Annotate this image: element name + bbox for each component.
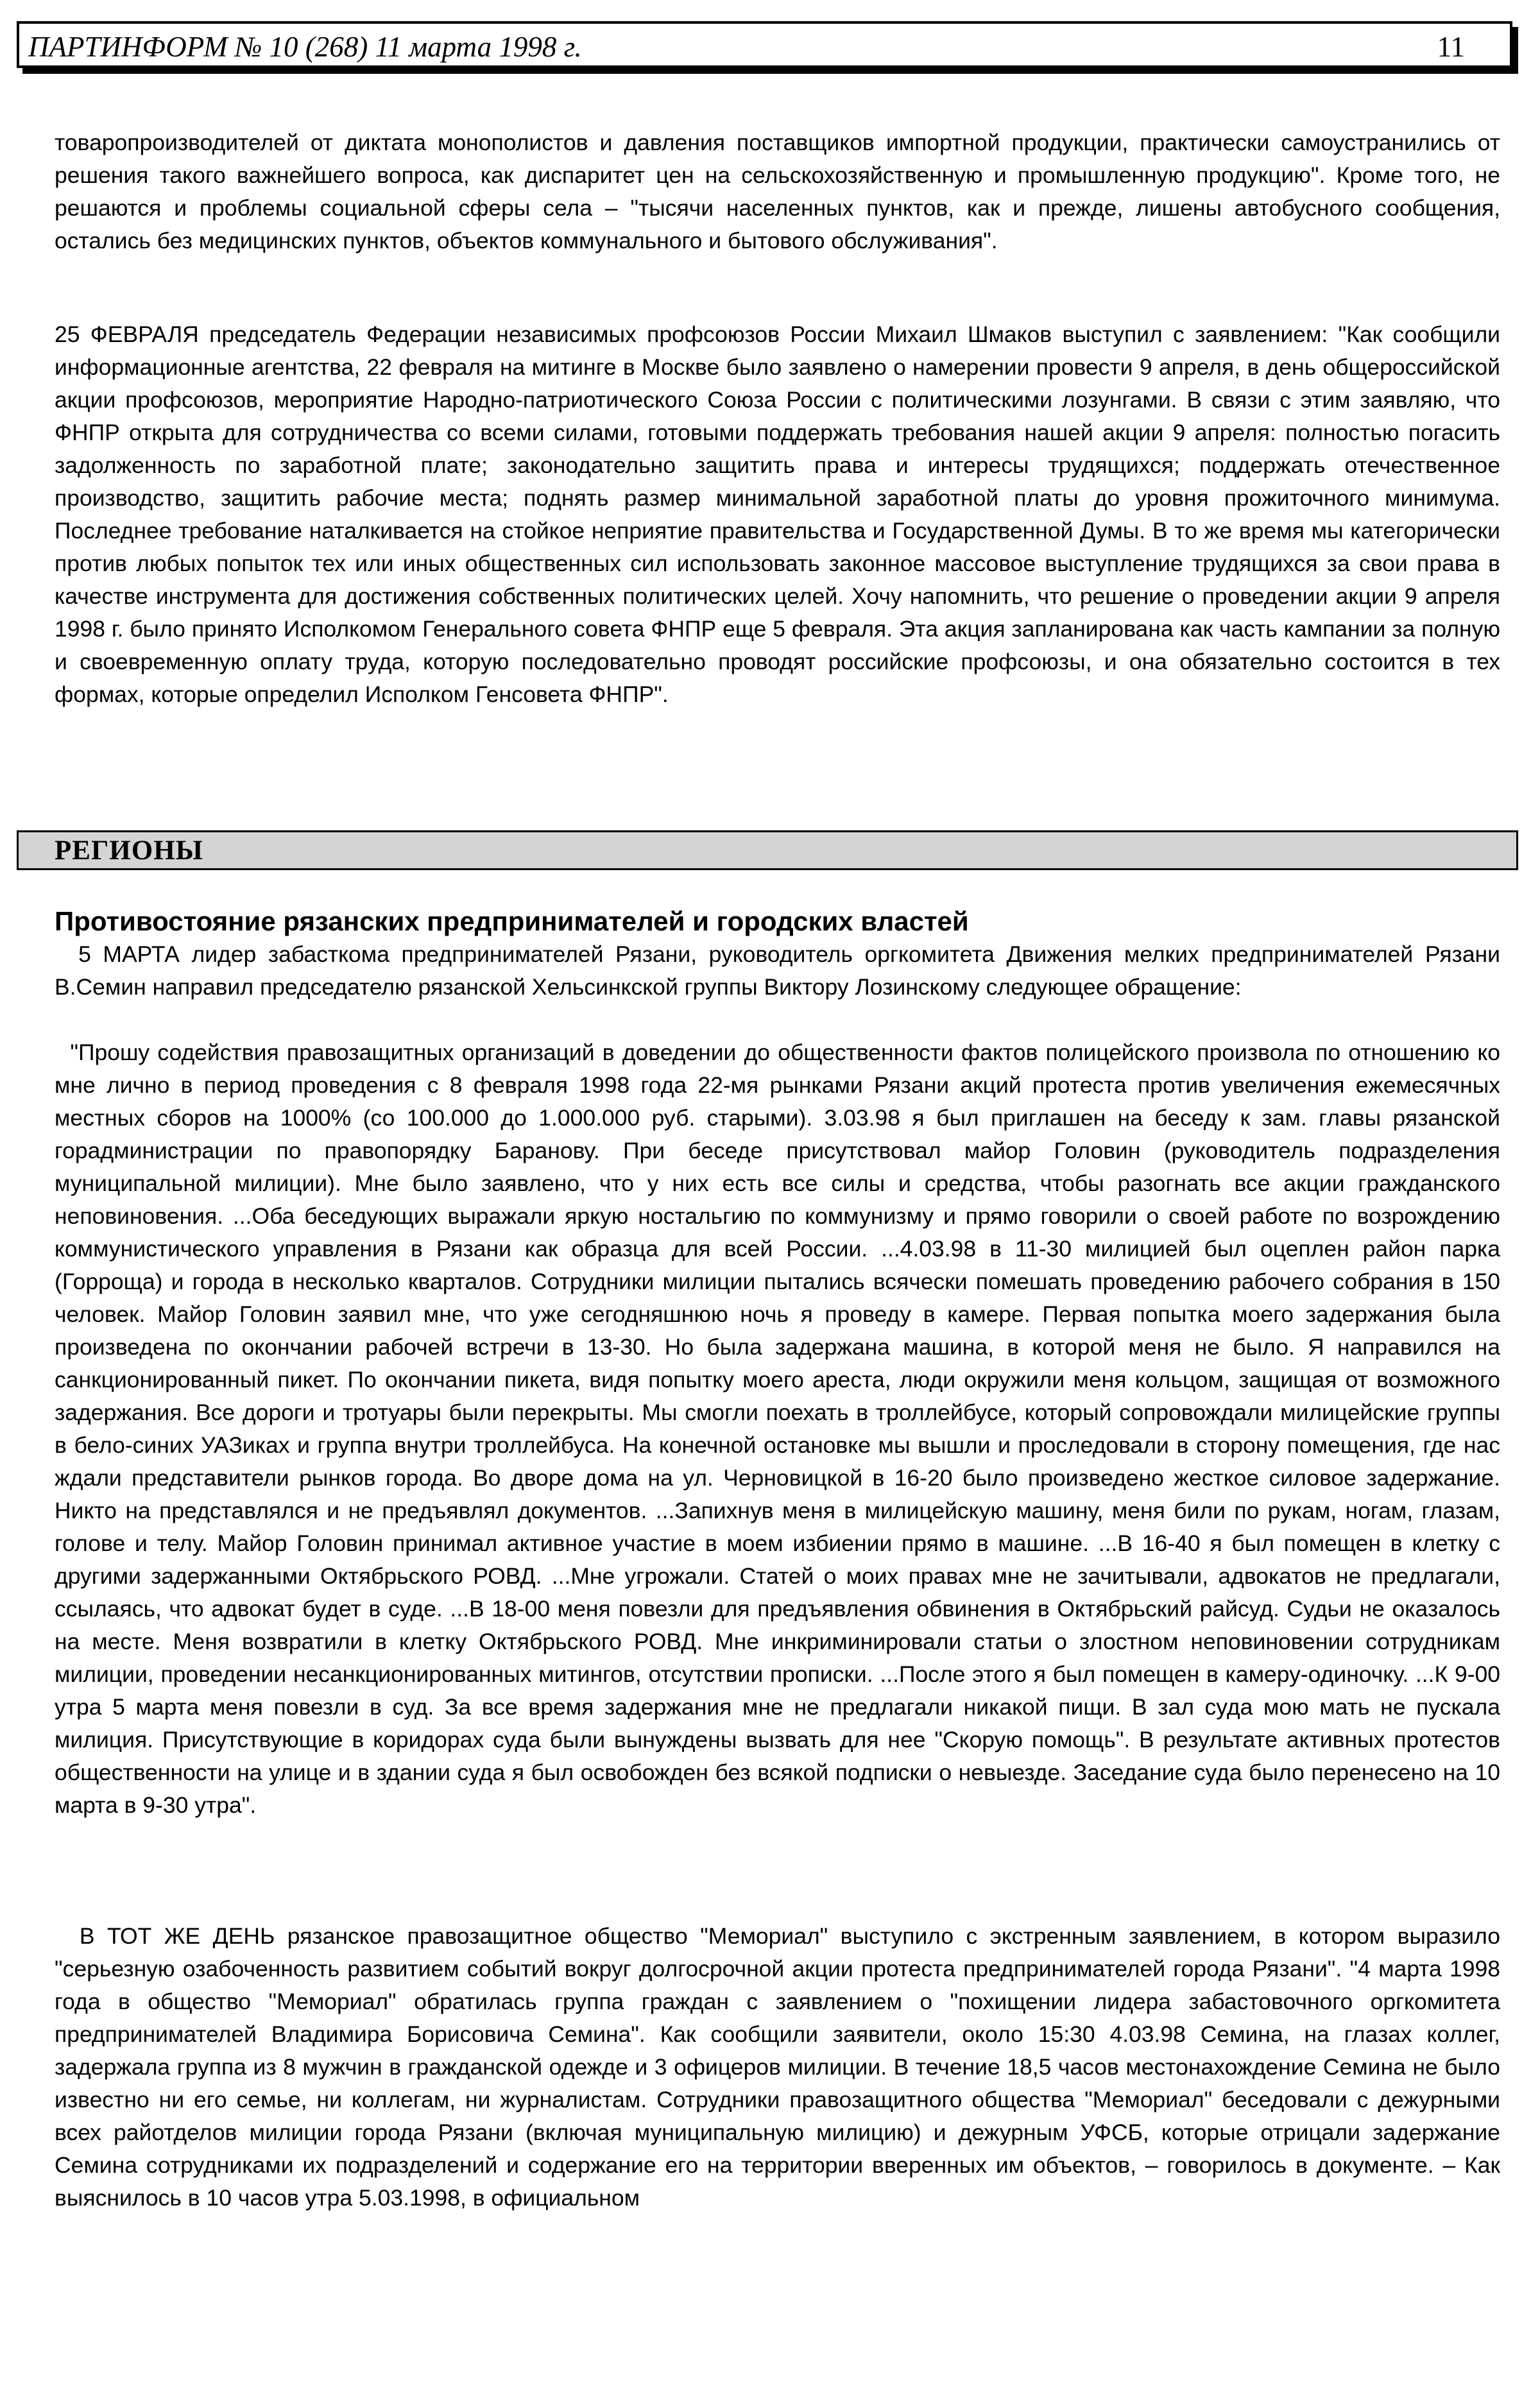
article-title: Противостояние рязанских предпринимателей и городских властей	[55, 906, 969, 936]
article-paragraph-appeal: "Прошу содействия правозащитных организаций в доведении до общественности фактов полицейского произвола по отношению ко мне лично в период проведения с 8 февраля 1998 года 22-мя рынками Рязани акций протеста против увеличения ежемесячных местных сборов на 1000% (со 100.000 до 1.000.000 руб. старыми). 3.03.98 я был приглашен на беседу к зам. главы рязанской горадминистрации по правопорядку Баранову. При беседе присутствовал майор Головин (руководитель подразделения муниципальной милиции). Мне было заявлено, что у них есть все силы и средства, чтобы разогнать все акции гражданского неповиновения. ...Оба беседующих выражали яркую ностальгию по коммунизму и прямо говорили о своей работе по возрождению коммунистического управления в Рязани как образца для всей России. ...4.03.98 в 11-30 милицией был оцеплен район парка (Горроща) и города в несколько кварталов. Сотрудники милиции пытались всячески помешать проведению рабочего собрания в 150 человек. Майор Головин заявил мне, что уже сегодняшнюю ночь я проведу в камере. Первая попытка моего задержания была произведена по окончании рабочей встречи в 13-30. Но была задержана машина, в которой меня не было. Я направился на санкционированный пикет. По окончании пикета, видя попытку моего ареста, люди окружили меня кольцом, защищая от возможного задержания. Все дороги и тротуары были перекрыты. Мы смогли поехать в троллейбусе, который сопровождали милицейские группы в бело-синих УАЗиках и группа внутри троллейбуса. На конечной остановке мы вышли и проследовали в сторону помещения, где нас ждали представители рынков города. Во дворе дома на ул. Черновицкой в 16-20 было произведено жесткое силовое задержание. Никто на представлялся и не предъявлял документов. ...Запихнув меня в милицейскую машину, меня били по рукам, ногам, глазам, голове и телу. Майор Головин принимал активное участие в моем избиении прямо в машине. ...В 16-40 я был помещен в клетку с другими задержанными Октябрьского РОВД. ...Мне угрожали. Статей о моих правах мне не зачитывали, адвокатов не предлагали, ссылаясь, что адвокат будет в суде. ...В 18-00 меня повезли для предъявления обвинения в Октябрьский райсуд. Судьи не оказалось на месте. Меня возвратили в клетку Октябрьского РОВД. Мне инкриминировали статьи о злостном неповиновении сотрудникам милиции, проведении несанкционированных митингов, отсутствии прописки. ...После этого я был помещен в камеру-одиночку. ...К 9-00 утра 5 марта меня повезли в суд. За все время задержания мне не предлагали никакой пищи. В зал суда мою мать не пускала милиция. Присутствующие в коридорах суда были вынуждены вызвать для нее "Скорую помощь". В результате активных протестов общественности на улице и в здании суда я был освобожден без всякой подписки о невыезде. Заседание суда было перенесено на 10 марта в 9-30 утра".	[55, 1040, 1500, 1818]
section-header-bar	[17, 830, 1518, 870]
article-paragraph-memorial: В ТОТ ЖЕ ДЕНЬ рязанское правозащитное общество "Мемориал" выступило с экстренным заявлением, в котором выразило "серьезную озабоченность развитием событий вокруг долгосрочной акции протеста предпринимателей города Рязани". "4 марта 1998 года в общество "Мемориал" обратилась группа граждан с заявлением о "похищении лидера забастовочного оргкомитета предпринимателей Владимира Борисовича Семина". Как сообщили заявители, около 15:30 4.03.98 Семина, на глазах коллег, задержала группа из 8 мужчин в гражданской одежде и 3 офицеров милиции. В течение 18,5 часов местонахождение Семина не было известно ни его семье, ни коллегам, ни журналистам. Сотрудники правозащитного общества "Мемориал" беседовали с дежурными всех райотделов милиции города Рязани (включая муниципальную милицию) и дежурным УФСБ, которые отрицали задержание Семина сотрудниками их подразделений и содержание его на территории вверенных им объектов, – говорилось в документе. – Как выяснилось в 10 часов утра 5.03.1998, в официальном	[55, 1923, 1500, 2211]
page-number: 11	[1437, 31, 1465, 63]
article-paragraph-intro: 5 МАРТА лидер забасткома предпринимателей Рязани, руководитель оргкомитета Движения мелких предпринимателей Рязани В.Семин направил председателю рязанской Хельсинкской группы Виктору Лозинскому следующее обращение:	[55, 941, 1500, 1000]
page-header	[17, 21, 1512, 68]
section-label: РЕГИОНЫ	[55, 835, 203, 866]
publication-title: ПАРТИНФОРМ № 10 (268) 11 марта 1998 г.	[28, 31, 582, 63]
paragraph-fnpr-statement: 25 ФЕВРАЛЯ председатель Федерации независимых профсоюзов России Михаил Шмаков выступил с заявлением: "Как сообщили информационные агентства, 22 февраля на митинге в Москве было заявлено о намерении провести 9 апреля, в день общероссийской акции профсоюзов, мероприятие Народно-патриотического Союза России с политическими лозунгами. В связи с этим заявляю, что ФНПР открыта для сотрудничества со всеми силами, готовыми поддержать требования нашей акции 9 апреля: полностью погасить задолженность по заработной плате; законодательно защитить права и интересы трудящихся; поддержать отечественное производство, защитить рабочие места; поднять размер минимальной заработной платы до уровня прожиточного минимума. Последнее требование наталкивается на стойкое неприятие правительства и Государственной Думы. В то же время мы категорически против любых попыток тех или иных общественных сил использовать законное массовое выступление трудящихся за свои права в качестве инструмента для достижения собственных политических целей. Хочу напомнить, что решение о проведении акции 9 апреля 1998 г. было принято Исполкомом Генерального совета ФНПР еще 5 февраля. Эта акция запланирована как часть кампании за полную и своевременную оплату труда, которую последовательно проводят российские профсоюзы, и она обязательно состоится в тех формах, которые определил Исполком Генсовета ФНПР".	[55, 321, 1500, 707]
paragraph-continuation: товаропроизводителей от диктата монополистов и давления поставщиков импортной продукции, практически самоустранились от решения такого важнейшего вопроса, как диспаритет цен на сельскохозяйственную и промышленную продукцию". Кроме того, не решаются и проблемы социальной сферы села – "тысячи населенных пунктов, как и прежде, лишены автобусного сообщения, остались без медицинских пунктов, объектов коммунального и бытового обслуживания".	[55, 130, 1500, 253]
